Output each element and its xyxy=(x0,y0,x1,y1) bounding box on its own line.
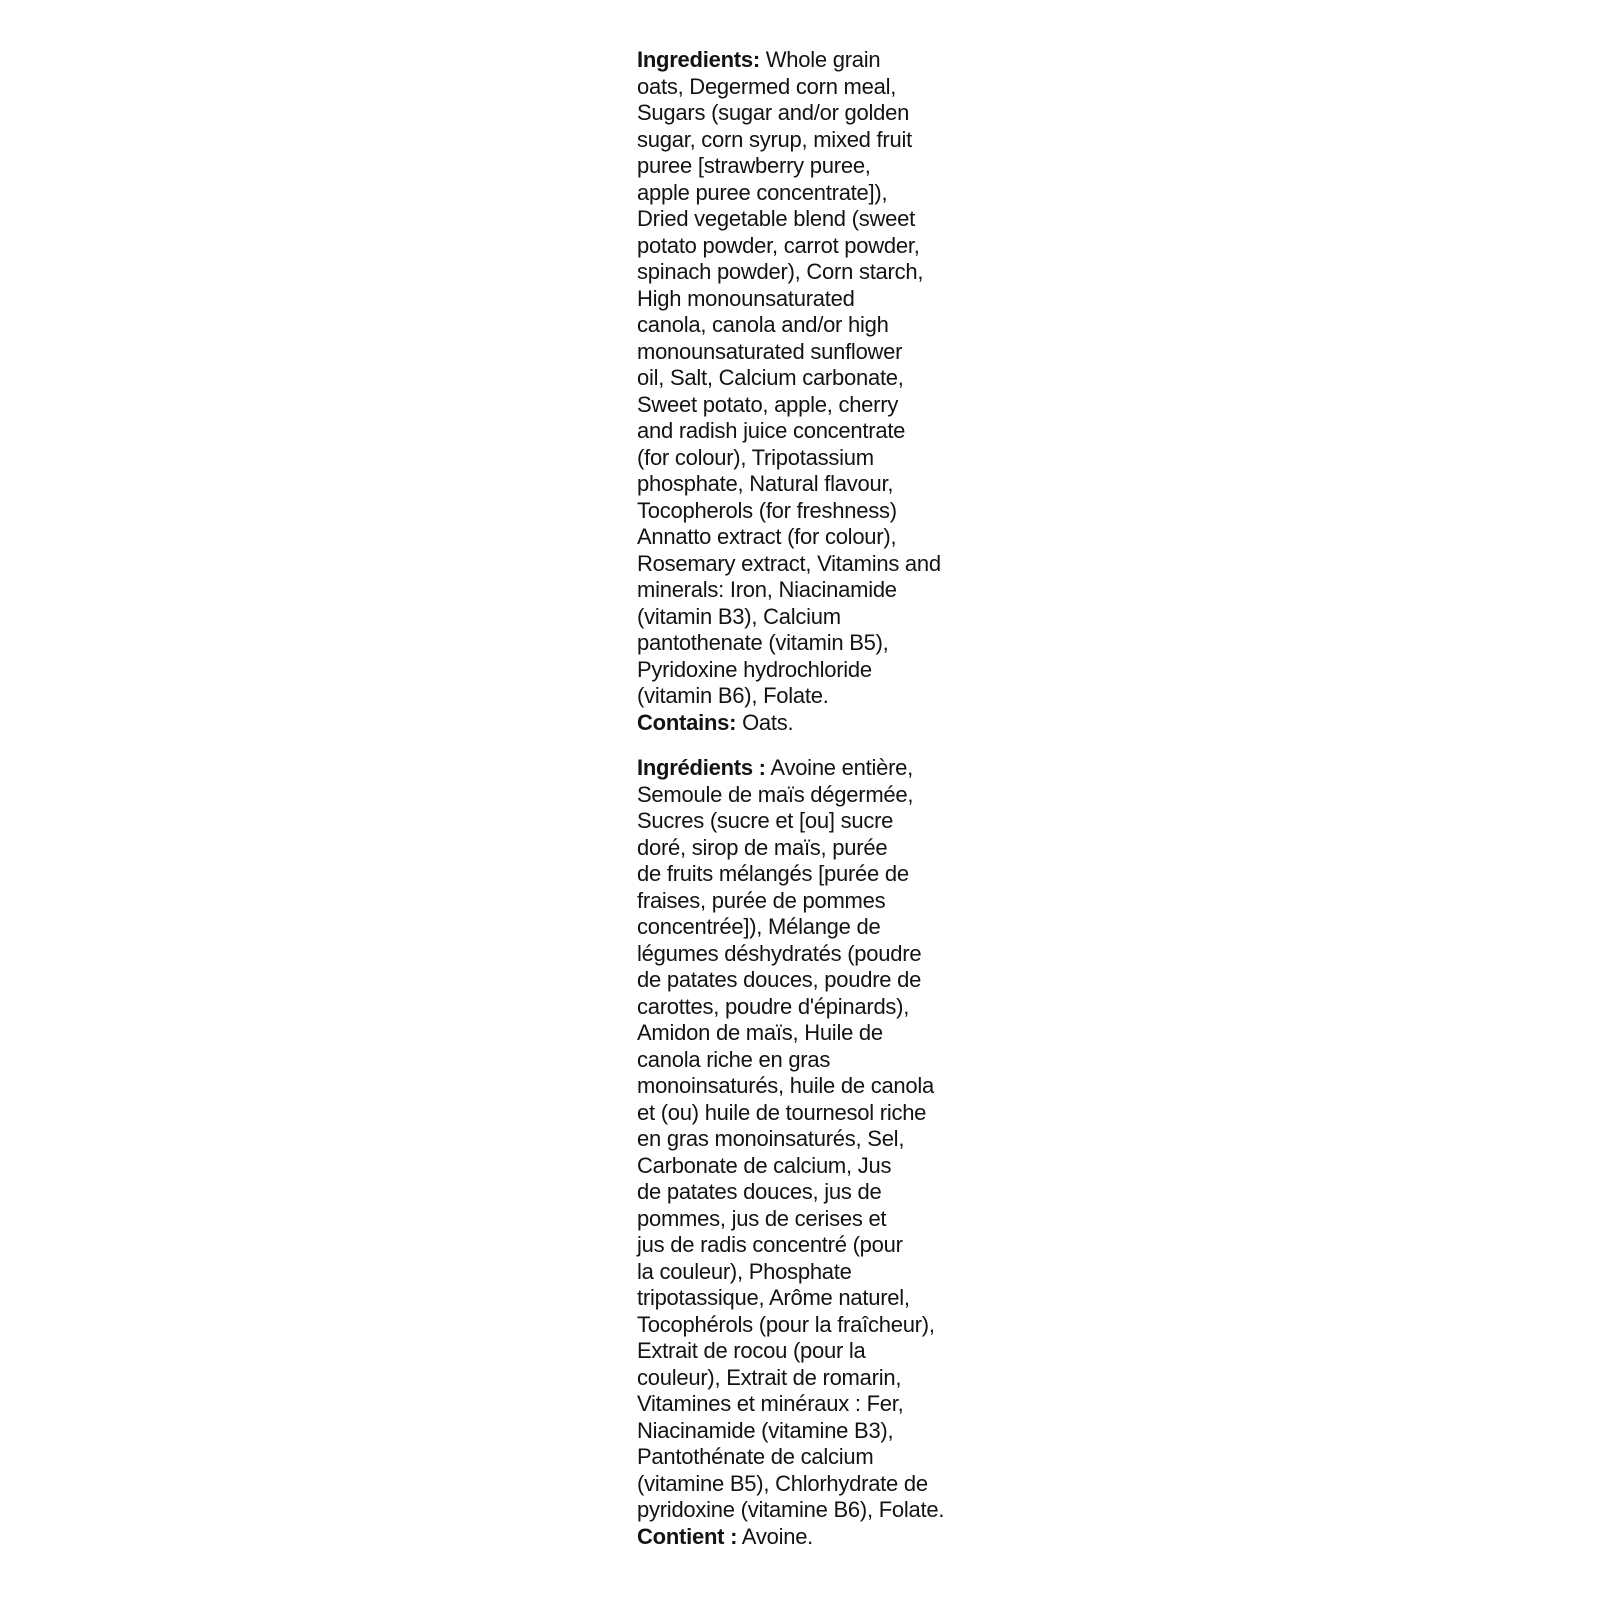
ingredients-english-line-text: Rosemary extract, Vitamins and xyxy=(637,550,941,576)
ingredients-french-line-1 xyxy=(637,755,967,782)
ingredients-french-lead-label: Contient : xyxy=(637,1523,738,1549)
ingredients-english-line-11 xyxy=(637,312,967,339)
ingredients-english-line-2 xyxy=(637,74,967,101)
ingredients-french-line-text: (vitamine B5), Chlorhydrate de xyxy=(637,1470,928,1496)
ingredients-french-line-text: et (ou) huile de tournesol riche xyxy=(637,1099,927,1125)
ingredients-english-line-text: Sweet potato, apple, cherry xyxy=(637,391,899,417)
ingredients-french-line-13 xyxy=(637,1073,967,1100)
ingredients-english-line-text: and radish juice concentrate xyxy=(637,418,906,443)
ingredients-english-line-text: Pyridoxine hydrochloride xyxy=(637,656,872,682)
ingredients-french-lead-label: Ingrédients : xyxy=(637,755,766,780)
ingredients-english-lead-label: Ingredients: xyxy=(637,47,760,72)
ingredients-english-line-9 xyxy=(637,259,967,286)
ingredients-english-line-text: (for colour), Tripotassium xyxy=(637,444,874,470)
ingredients-french-line-text: Amidon de maïs, Huile de xyxy=(637,1020,883,1045)
ingredients-french-line-5 xyxy=(637,861,967,888)
ingredients-french-line-17 xyxy=(637,1179,967,1206)
ingredients-french-line-text: Semoule de maïs dégermée, xyxy=(637,781,914,807)
ingredients-french-line-7 xyxy=(637,914,967,941)
ingredients-french-line-20 xyxy=(637,1259,967,1286)
ingredients-english-line-13 xyxy=(637,365,967,392)
ingredients-french-line-3 xyxy=(637,808,967,835)
ingredients-french-line-12 xyxy=(637,1047,967,1074)
ingredients-english-line-19 xyxy=(637,524,967,551)
ingredients-english-line-text: monounsaturated sunflower xyxy=(637,338,903,364)
ingredients-french-line-10 xyxy=(637,994,967,1021)
ingredients-english-line-text: oats, Degermed corn meal, xyxy=(637,73,897,99)
ingredients-french-line-11 xyxy=(637,1020,967,1047)
ingredients-english-line-text: Sugars (sugar and/or golden xyxy=(637,100,910,125)
ingredients-english-line-26 xyxy=(637,710,967,737)
ingredients-english-line-3 xyxy=(637,100,967,127)
ingredients-french-line-text: doré, sirop de maïs, purée xyxy=(637,834,888,860)
ingredients-french-line-23 xyxy=(637,1338,967,1365)
ingredients-french-line-text: légumes déshydratés (poudre xyxy=(637,940,922,966)
ingredients-english-line-10 xyxy=(637,286,967,313)
ingredients-french-line-9 xyxy=(637,967,967,994)
french-ingredients-paragraph xyxy=(637,755,967,1550)
ingredients-label-panel xyxy=(637,47,967,1550)
ingredients-english-line-text: spinach powder), Corn starch, xyxy=(637,259,924,284)
ingredients-french-line-text: la couleur), Phosphate xyxy=(637,1258,852,1284)
ingredients-english-line-7 xyxy=(637,206,967,233)
ingredients-french-line-text: Extrait de rocou (pour la xyxy=(637,1338,866,1363)
ingredients-english-line-8 xyxy=(637,233,967,260)
ingredients-french-line-text: monoinsaturés, huile de canola xyxy=(637,1073,935,1098)
ingredients-french-line-26 xyxy=(637,1418,967,1445)
ingredients-french-line-19 xyxy=(637,1232,967,1259)
ingredients-french-line-27 xyxy=(637,1444,967,1471)
ingredients-french-line-text: en gras monoinsaturés, Sel, xyxy=(637,1126,905,1151)
ingredients-french-line-text: Niacinamide (vitamine B3), xyxy=(637,1417,894,1443)
ingredients-english-line-1 xyxy=(637,47,967,74)
ingredients-french-line-24 xyxy=(637,1365,967,1392)
ingredients-french-line-text: Avoine entière, xyxy=(765,755,914,780)
ingredients-english-line-23 xyxy=(637,630,967,657)
ingredients-french-line-text: pyridoxine (vitamine B6), Folate. xyxy=(637,1497,945,1522)
ingredients-english-line-text: pantothenate (vitamin B5), xyxy=(637,630,889,655)
ingredients-french-line-text: Carbonate de calcium, Jus xyxy=(637,1152,892,1178)
ingredients-french-line-8 xyxy=(637,941,967,968)
ingredients-french-line-text: jus de radis concentré (pour xyxy=(637,1232,903,1257)
ingredients-english-line-21 xyxy=(637,577,967,604)
ingredients-english-line-text: sugar, corn syrup, mixed fruit xyxy=(637,126,912,152)
ingredients-french-line-text: fraises, purée de pommes xyxy=(637,887,886,913)
ingredients-english-line-6 xyxy=(637,180,967,207)
ingredients-english-line-text: puree [strawberry puree, xyxy=(637,153,871,178)
ingredients-english-line-text: canola, canola and/or high xyxy=(637,312,889,337)
ingredients-english-line-text: apple puree concentrate]), xyxy=(637,179,888,205)
ingredients-french-line-text: de patates douces, poudre de xyxy=(637,967,922,992)
ingredients-english-line-24 xyxy=(637,657,967,684)
ingredients-english-line-text: minerals: Iron, Niacinamide xyxy=(637,577,897,602)
ingredients-english-line-text: High monounsaturated xyxy=(637,285,855,311)
ingredients-english-line-25 xyxy=(637,683,967,710)
ingredients-english-line-text: Dried vegetable blend (sweet xyxy=(637,206,915,231)
ingredients-english-line-22 xyxy=(637,604,967,631)
ingredients-english-line-text: oil, Salt, Calcium carbonate, xyxy=(637,365,904,390)
ingredients-french-line-text: concentrée]), Mélange de xyxy=(637,914,881,939)
ingredients-french-line-text: de patates douces, jus de xyxy=(637,1179,882,1204)
ingredients-french-line-6 xyxy=(637,888,967,915)
ingredients-french-line-29 xyxy=(637,1497,967,1524)
ingredients-english-line-14 xyxy=(637,392,967,419)
ingredients-french-line-18 xyxy=(637,1206,967,1233)
ingredients-french-line-text: de fruits mélangés [purée de xyxy=(637,861,909,886)
ingredients-english-line-text: Tocopherols (for freshness) xyxy=(637,497,897,523)
ingredients-english-line-text: (vitamin B3), Calcium xyxy=(637,603,841,629)
ingredients-french-line-22 xyxy=(637,1312,967,1339)
ingredients-french-line-30 xyxy=(637,1524,967,1551)
ingredients-french-line-text: tripotassique, Arôme naturel, xyxy=(637,1285,910,1310)
ingredients-french-line-14 xyxy=(637,1100,967,1127)
ingredients-english-line-16 xyxy=(637,445,967,472)
ingredients-french-line-text: couleur), Extrait de romarin, xyxy=(637,1364,902,1390)
ingredients-english-lead-label: Contains: xyxy=(637,709,737,735)
ingredients-french-line-15 xyxy=(637,1126,967,1153)
ingredients-english-line-20 xyxy=(637,551,967,578)
ingredients-english-line-4 xyxy=(637,127,967,154)
ingredients-english-line-12 xyxy=(637,339,967,366)
ingredients-english-line-text: Oats. xyxy=(736,709,794,735)
ingredients-french-line-text: Sucres (sucre et [ou] sucre xyxy=(637,808,894,833)
ingredients-french-line-28 xyxy=(637,1471,967,1498)
ingredients-french-line-text: carottes, poudre d'épinards), xyxy=(637,993,910,1019)
ingredients-french-line-21 xyxy=(637,1285,967,1312)
english-ingredients-paragraph xyxy=(637,47,967,736)
ingredients-english-line-text: potato powder, carrot powder, xyxy=(637,232,920,258)
ingredients-french-line-4 xyxy=(637,835,967,862)
ingredients-english-line-text: Annatto extract (for colour), xyxy=(637,524,897,549)
ingredients-french-line-text: Tocophérols (pour la fraîcheur), xyxy=(637,1311,935,1337)
ingredients-english-line-text: Whole grain xyxy=(759,47,881,72)
ingredients-french-line-text: canola riche en gras xyxy=(637,1046,831,1072)
ingredients-french-line-text: Pantothénate de calcium xyxy=(637,1444,874,1469)
ingredients-english-line-15 xyxy=(637,418,967,445)
ingredients-french-line-text: pommes, jus de cerises et xyxy=(637,1205,887,1231)
ingredients-french-line-text: Avoine. xyxy=(737,1523,814,1549)
ingredients-french-line-16 xyxy=(637,1153,967,1180)
ingredients-french-line-2 xyxy=(637,782,967,809)
ingredients-french-line-text: Vitamines et minéraux : Fer, xyxy=(637,1391,904,1416)
ingredients-english-line-5 xyxy=(637,153,967,180)
ingredients-english-line-18 xyxy=(637,498,967,525)
ingredients-english-line-text: (vitamin B6), Folate. xyxy=(637,683,829,708)
ingredients-english-line-text: phosphate, Natural flavour, xyxy=(637,471,894,496)
ingredients-english-line-17 xyxy=(637,471,967,498)
ingredients-french-line-25 xyxy=(637,1391,967,1418)
